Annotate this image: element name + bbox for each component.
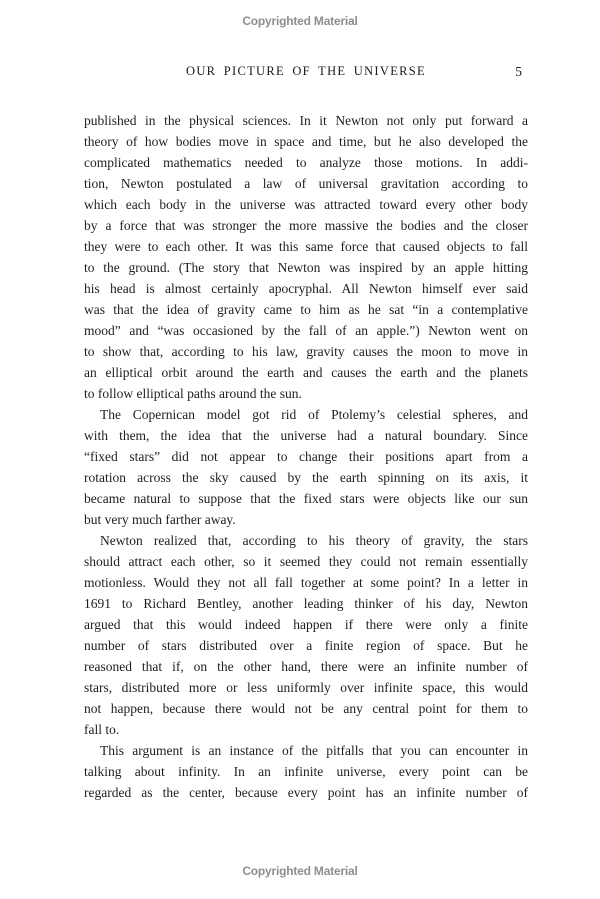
text-line: tion, Newton postulated a law of universal gravitation according to <box>84 176 528 191</box>
text-line: “fixed stars” did not appear to change their positions apart from a <box>84 449 528 464</box>
text-line: Newton realized that, according to his theory of gravity, the stars <box>100 533 528 548</box>
text-line: The Copernican model got rid of Ptolemy’s celestial spheres, and <box>100 407 528 422</box>
copyright-notice-bottom: Copyrighted Material <box>242 864 358 878</box>
text-line: complicated mathematics needed to analyze those motions. In addi- <box>84 155 528 170</box>
text-line: by a force that was stronger the more massive the bodies and the closer <box>84 218 528 233</box>
text-line: should attract each other, so it seemed they could not remain essentially <box>84 554 528 569</box>
page-number: 5 <box>515 64 522 79</box>
running-header <box>84 64 528 82</box>
text-line: fall to. <box>84 722 120 737</box>
text-line: his head is almost certainly apocryphal. All Newton himself ever said <box>84 281 528 296</box>
body-text <box>84 110 528 803</box>
text-line: mood” and “was occasioned by the fall of an apple.”) Newton went on <box>84 323 528 338</box>
text-line: 1691 to Richard Bentley, another leading thinker of his day, Newton <box>84 596 528 611</box>
text-line: regarded as the center, because every point has an infinite number of <box>84 785 528 800</box>
text-line: but very much farther away. <box>84 512 236 527</box>
text-line: This argument is an instance of the pitfalls that you can encounter in <box>100 743 528 758</box>
chapter-title: OUR PICTURE OF THE UNIVERSE <box>186 64 426 78</box>
copyright-notice-top: Copyrighted Material <box>242 14 358 28</box>
text-line: stars, distributed more or less uniformly over infinite space, this would <box>84 680 528 695</box>
text-line: they were to each other. It was this same force that caused objects to fall <box>84 239 528 254</box>
text-line: number of stars distributed over a finite region of space. But he <box>84 638 528 653</box>
text-line: to the ground. (The story that Newton was inspired by an apple hitting <box>84 260 528 275</box>
text-line: which each body in the universe was attracted toward every other body <box>84 197 528 212</box>
text-line: argued that this would indeed happen if there were only a finite <box>84 617 528 632</box>
text-line: became natural to suppose that the fixed stars were objects like our sun <box>84 491 528 506</box>
text-line: published in the physical sciences. In it Newton not only put forward a <box>84 113 528 128</box>
text-line: theory of how bodies move in space and time, but he also developed the <box>84 134 528 149</box>
text-line: an elliptical orbit around the earth and causes the earth and the planets <box>84 365 528 380</box>
text-line: not happen, because there would not be any central point for them to <box>84 701 528 716</box>
text-line: rotation across the sky caused by the earth spinning on its axis, it <box>84 470 528 485</box>
text-line: talking about infinity. In an infinite universe, every point can be <box>84 764 528 779</box>
text-line: to follow elliptical paths around the sun. <box>84 386 302 401</box>
text-line: reasoned that if, on the other hand, there were an infinite number of <box>84 659 528 674</box>
text-line: motionless. Would they not all fall together at some point? In a letter in <box>84 575 528 590</box>
text-line: was that the idea of gravity came to him as he sat “in a contemplative <box>84 302 528 317</box>
text-line: to show that, according to his law, gravity causes the moon to move in <box>84 344 528 359</box>
text-line: with them, the idea that the universe had a natural boundary. Since <box>84 428 528 443</box>
